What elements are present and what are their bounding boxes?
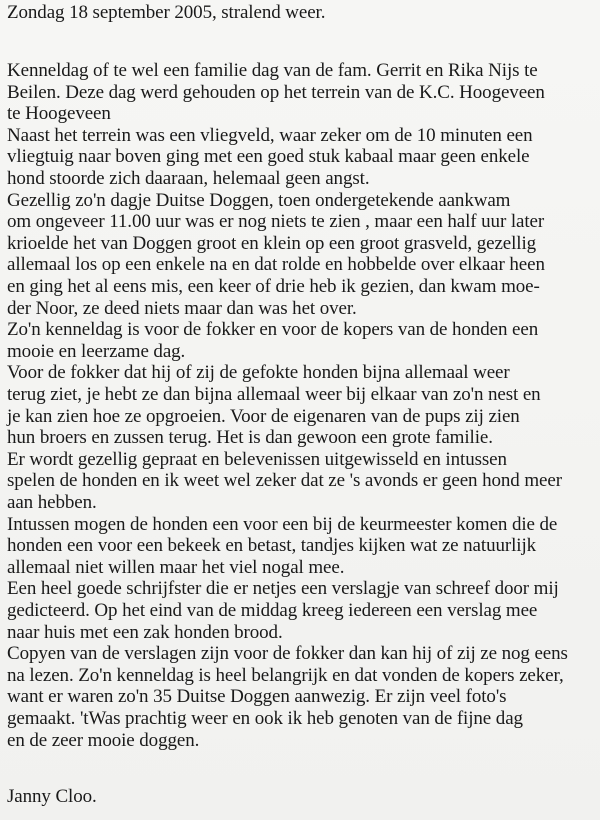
text-line: Gezellig zo'n dagje Duitse Doggen, toen ondergetekende aankwam xyxy=(7,189,511,211)
text-line: naar huis met een zak honden brood. xyxy=(7,621,283,643)
signature: Janny Cloo. xyxy=(7,786,97,807)
text-line: spelen de honden en ik weet wel zeker dat ze 's avonds er geen hond meer xyxy=(7,470,562,492)
text-line: Een heel goede schrijfster die er netjes een verslagje van schreef door mij xyxy=(7,578,559,600)
text-line: gemaakt. 'tWas prachtig weer en ook ik heb genoten van de fijne dag xyxy=(7,708,523,729)
text-line: Copyen van de verslagen zijn voor de fokker dan kan hij of zij ze nog eens xyxy=(7,643,568,665)
text-line: krioelde het van Doggen groot en klein op een groot grasveld, gezellig xyxy=(7,232,537,254)
text-line: der Noor, ze deed niets maar dan was het over. xyxy=(7,297,357,319)
text-line: allemaal niet willen maar het viel nogal mee. xyxy=(7,556,345,578)
text-line: Naast het terrein was een vliegveld, waar zeker om de 10 minuten een xyxy=(7,124,533,146)
date-line: Zondag 18 september 2005, stralend weer. xyxy=(7,2,326,23)
text-line: Er wordt gezellig gepraat en belevenissen uitgewisseld en intussen xyxy=(7,448,507,470)
text-line: terug ziet, je hebt ze dan bijna allemaal weer bij elkaar van zo'n nest en xyxy=(7,384,541,405)
text-line: hond stoorde zich daaraan, helemaal geen angst. xyxy=(7,168,370,189)
text-line: na lezen. Zo'n kenneldag is heel belangrijk en dat vonden de kopers zeker, xyxy=(7,664,564,686)
text-line: vliegtuig naar boven ging met een goed stuk kabaal maar geen enkele xyxy=(7,146,530,168)
text-line: te Hoogeveen xyxy=(7,103,111,125)
text-line: honden een voor een bekeek en betast, tandjes kijken wat ze natuurlijk xyxy=(7,535,537,557)
text-line: gedicteerd. Op het eind van de middag kreeg iedereen een verslag mee xyxy=(7,600,538,621)
text-line: Voor de fokker dat hij of zij de gefokte honden bijna allemaal weer xyxy=(7,362,510,384)
text-line: Intussen mogen de honden een voor een bij de keurmeester komen die de xyxy=(7,513,558,535)
text-line: Zo'n kenneldag is voor de fokker en voor de kopers van de honden een xyxy=(7,319,539,341)
text-line: want er waren zo'n 35 Duitse Doggen aanwezig. Er zijn veel foto's xyxy=(7,686,507,708)
text-line: en ging het al eens mis, een keer of drie heb ik gezien, dan kwam moe- xyxy=(7,276,540,297)
text-line: Beilen. Deze dag werd gehouden op het terrein van de K.C. Hoogeveen xyxy=(7,81,545,103)
text-line: je kan zien hoe ze opgroeien. Voor de eigenaren van de pups zij zien xyxy=(7,405,520,427)
text-line: Kenneldag of te wel een familie dag van de fam. Gerrit en Rika Nijs te xyxy=(7,60,538,81)
text-line: om ongeveer 11.00 uur was er nog niets te zien , maar een half uur later xyxy=(7,211,545,233)
text-line: allemaal los op een enkele na en dat rolde en hobbelde over elkaar heen xyxy=(7,254,545,276)
text-line: hun broers en zussen terug. Het is dan gewoon een grote familie. xyxy=(7,427,493,449)
text-line: mooie en leerzame dag. xyxy=(7,340,186,362)
text-line: aan hebben. xyxy=(7,492,97,513)
text-line: en de zeer mooie doggen. xyxy=(7,729,200,751)
